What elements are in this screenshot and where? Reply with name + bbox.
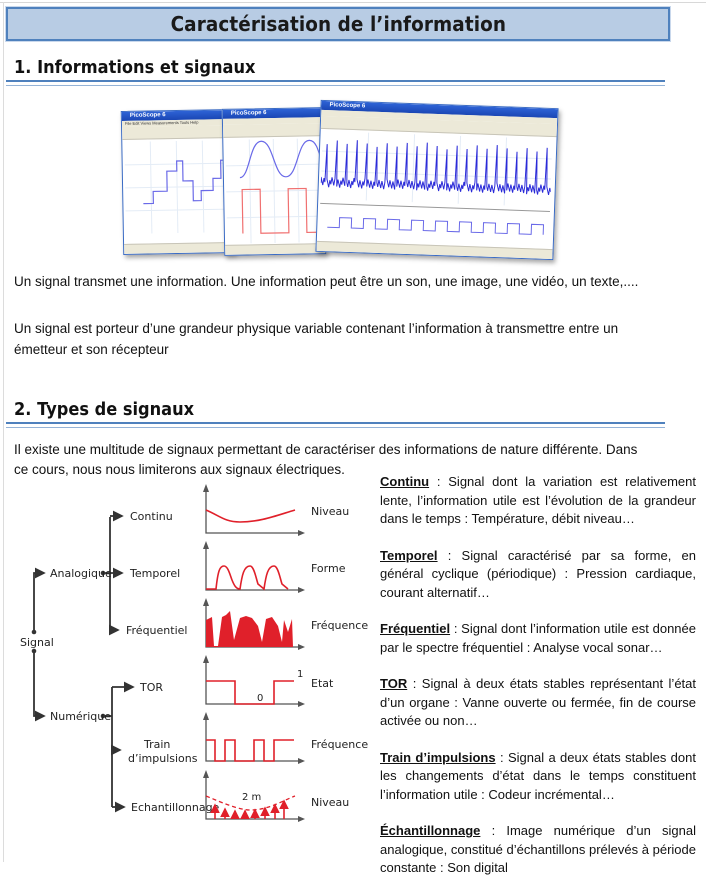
paragraph-signal-transmet: Un signal transmet une information. Une information peut être un son, une image, une vidéo, un texte,.... (14, 274, 639, 289)
signal-classification-diagram (0, 480, 375, 860)
temporel-signal-curve (206, 566, 288, 589)
intro-line2: ce cours, nous nous limiterons aux signaux électriques. (14, 462, 345, 477)
echantillonnage-annotation: 2 m (242, 792, 262, 803)
definition-term: Train d’impulsions (380, 749, 496, 765)
staircase-waveform (124, 140, 230, 234)
scope-status-bar (124, 242, 234, 254)
section-2-heading: 2. Types de signaux (14, 399, 195, 420)
property-niveau-continu: Niveau (311, 505, 350, 518)
section-1-heading: 1. Informations et signaux (14, 57, 256, 78)
property-etat: Etat (311, 677, 334, 690)
branch-line-numerique (34, 651, 44, 716)
tor-level-0: 0 (257, 693, 264, 704)
definition-text: : Image numérique d’un signal analogique, constitué d’échantillons prélevés à période constante : Son digital (380, 823, 696, 875)
frequentiel-signal-area (206, 611, 293, 647)
scope-window-2 (222, 107, 327, 256)
tor-graph-axes (206, 661, 300, 704)
intro-line1: Il existe une multitude de signaux permettant de caractériser des informations de nature différente. Dans (14, 442, 638, 457)
definition-frequentiel (380, 620, 696, 657)
tor-level-1: 1 (297, 669, 304, 680)
definition-term: TOR (380, 676, 408, 691)
diagram-tor-label: TOR (140, 681, 164, 694)
property-frequence-frequentiel: Fréquence (311, 619, 369, 632)
definition-term: Fréquentiel (380, 621, 451, 636)
definition-term: Continu (380, 474, 430, 489)
continu-signal-curve (206, 510, 295, 522)
scope-toolbar (122, 125, 232, 140)
definition-term: Temporel (380, 547, 438, 563)
diagram-train-label: Train (144, 738, 171, 751)
scope-window-title: PicoScope 6 (321, 101, 557, 118)
diagram-temporel-label: Temporel (130, 567, 181, 580)
diagram-train-label-line2: d’impulsions (128, 752, 198, 765)
scope-window-1 (121, 109, 235, 255)
document-title-banner (6, 7, 670, 41)
definition-text: : Signal a deux états stables dont les changements d’état dans le temps constituent l’information utile : Codeur incrémental… (380, 749, 696, 802)
branch-line-analogique (34, 573, 44, 632)
property-frequence-train: Fréquence (311, 738, 369, 751)
scope-window-title: PicoScope 6 (223, 108, 323, 119)
scope-window-3 (315, 100, 558, 260)
property-forme: Forme (311, 562, 346, 575)
definition-term: Échantillonnage (380, 823, 481, 838)
section-2-rule (6, 422, 665, 428)
definition-text: : Signal dont la variation est relativement lente, l’information utile est l’évolution de la grandeur dans le temps : Température, débit niveau… (380, 474, 696, 526)
page-top-border (0, 2, 706, 3)
diagram-frequentiel-label: Fréquentiel (126, 624, 188, 637)
scope-status-bar (225, 243, 325, 255)
definition-text: : Signal à deux états stables représentant l’état d’un organe : Vanne ouverte ou fermée, fin de course activée ou non… (380, 676, 696, 728)
definition-temporel (380, 547, 696, 603)
definition-train-impulsions (380, 749, 696, 805)
train-signal-line (206, 740, 294, 761)
signal-definitions (380, 473, 696, 896)
scope-menu: File Edit Views Measurements Tools Help (122, 119, 232, 127)
sine-square-waveform (225, 138, 323, 244)
continu-graph-axes (206, 490, 300, 533)
document-title: Caractérisation de l’information (170, 12, 506, 36)
section-1-rule (6, 80, 665, 86)
diagram-continu-label: Continu (130, 510, 173, 523)
spectrum-and-pulse-waveform (319, 131, 553, 247)
definition-text: : Signal caractérisé par sa forme, en général cyclique (périodique) : Pression cardiaque, courant alternatif… (380, 547, 696, 600)
definition-echantillonnage (380, 822, 696, 878)
definition-continu (380, 473, 696, 529)
diagram-root-label: Signal (20, 636, 54, 649)
diagram-analogique-label: Analogique (50, 567, 112, 580)
paragraph-signal-porteur-line1: Un signal est porteur d’une grandeur physique variable contenant l’information à transmettre entre un (14, 321, 619, 336)
oscilloscope-screenshots (120, 100, 560, 260)
diagram-numerique-label: Numérique (50, 710, 111, 723)
scope-window-title: PicoScope 6 (122, 110, 232, 121)
definition-tor (380, 675, 696, 731)
diagram-echantillonnage-label: Echantillonnage (131, 801, 220, 814)
scope-toolbar (223, 123, 323, 138)
paragraph-signal-porteur-line2: émetteur et son récepteur (14, 342, 169, 357)
property-niveau-echantillonnage: Niveau (311, 796, 350, 809)
definition-text: : Signal dont l’information utile est donnée par le spectre fréquentiel : Analyse vocal sonar… (380, 621, 696, 655)
tor-signal-line (206, 681, 294, 704)
